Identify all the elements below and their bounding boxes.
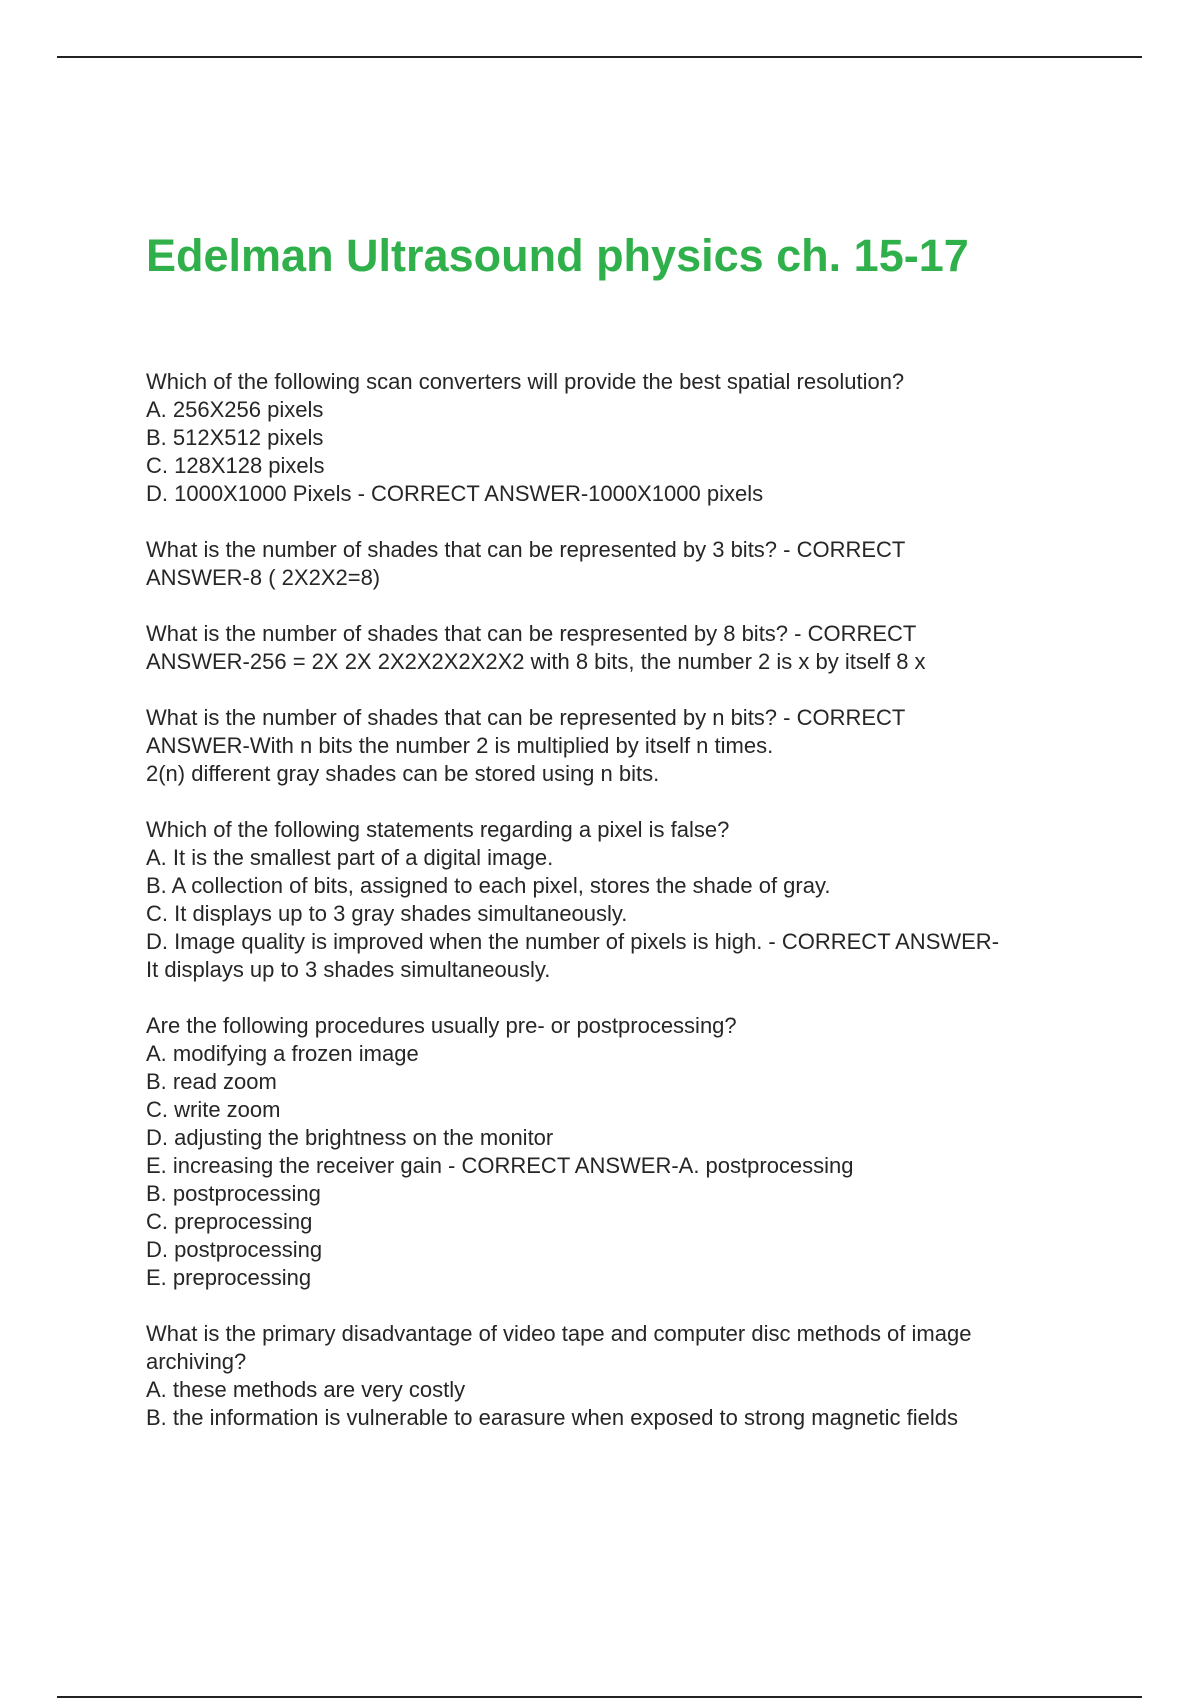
answer-text: ANSWER-256 = 2X 2X 2X2X2X2X2X2 with 8 bits, the number 2 is x by itself 8 x — [146, 649, 926, 674]
answer-option: E. increasing the receiver gain - CORRECT ANSWER-A. postprocessing — [146, 1153, 854, 1178]
answer-option: D. 1000X1000 Pixels - CORRECT ANSWER-1000X1000 pixels — [146, 481, 764, 506]
question-text: What is the number of shades that can be respresented by 8 bits? - CORRECT — [146, 621, 917, 646]
question-block — [146, 1012, 1106, 1292]
document-body — [146, 368, 1106, 1460]
answer-option: A. It is the smallest part of a digital image. — [146, 845, 554, 870]
footer-rule — [57, 1696, 1142, 1698]
question-block — [146, 620, 1106, 676]
header-rule — [57, 56, 1142, 58]
question-text: Which of the following scan converters will provide the best spatial resolution? — [146, 369, 905, 394]
answer-text: It displays up to 3 shades simultaneously. — [146, 957, 551, 982]
question-block — [146, 816, 1106, 984]
answer-option: B. read zoom — [146, 1069, 277, 1094]
answer-text: E. preprocessing — [146, 1265, 312, 1290]
answer-option: B. the information is vulnerable to earasure when exposed to strong magnetic fields — [146, 1405, 959, 1430]
answer-option: A. these methods are very costly — [146, 1377, 466, 1402]
question-block — [146, 1320, 1106, 1432]
answer-option: A. 256X256 pixels — [146, 397, 324, 422]
answer-option: B. A collection of bits, assigned to each pixel, stores the shade of gray. — [146, 873, 831, 898]
answer-text: B. postprocessing — [146, 1181, 321, 1206]
answer-text: 2(n) different gray shades can be stored using n bits. — [146, 761, 660, 786]
answer-option: A. modifying a frozen image — [146, 1041, 419, 1066]
answer-text: ANSWER-With n bits the number 2 is multiplied by itself n times. — [146, 733, 774, 758]
question-block — [146, 368, 1106, 508]
question-text: Are the following procedures usually pre- or postprocessing? — [146, 1013, 737, 1038]
answer-option: D. Image quality is improved when the number of pixels is high. - CORRECT ANSWER- — [146, 929, 1000, 954]
answer-option: C. 128X128 pixels — [146, 453, 325, 478]
question-text: What is the primary disadvantage of video tape and computer disc methods of image — [146, 1321, 972, 1346]
answer-option: C. It displays up to 3 gray shades simultaneously. — [146, 901, 628, 926]
question-text: What is the number of shades that can be represented by 3 bits? - CORRECT — [146, 537, 906, 562]
answer-option: B. 512X512 pixels — [146, 425, 324, 450]
question-text: Which of the following statements regarding a pixel is false? — [146, 817, 730, 842]
question-text: archiving? — [146, 1349, 247, 1374]
question-text: What is the number of shades that can be represented by n bits? - CORRECT — [146, 705, 906, 730]
answer-text: D. postprocessing — [146, 1237, 323, 1262]
answer-option: C. write zoom — [146, 1097, 281, 1122]
answer-option: D. adjusting the brightness on the monitor — [146, 1125, 554, 1150]
document-title: Edelman Ultrasound physics ch. 15-17 — [146, 230, 969, 281]
answer-text: C. preprocessing — [146, 1209, 313, 1234]
answer-text: ANSWER-8 ( 2X2X2=8) — [146, 565, 381, 590]
question-block — [146, 536, 1106, 592]
question-block — [146, 704, 1106, 788]
